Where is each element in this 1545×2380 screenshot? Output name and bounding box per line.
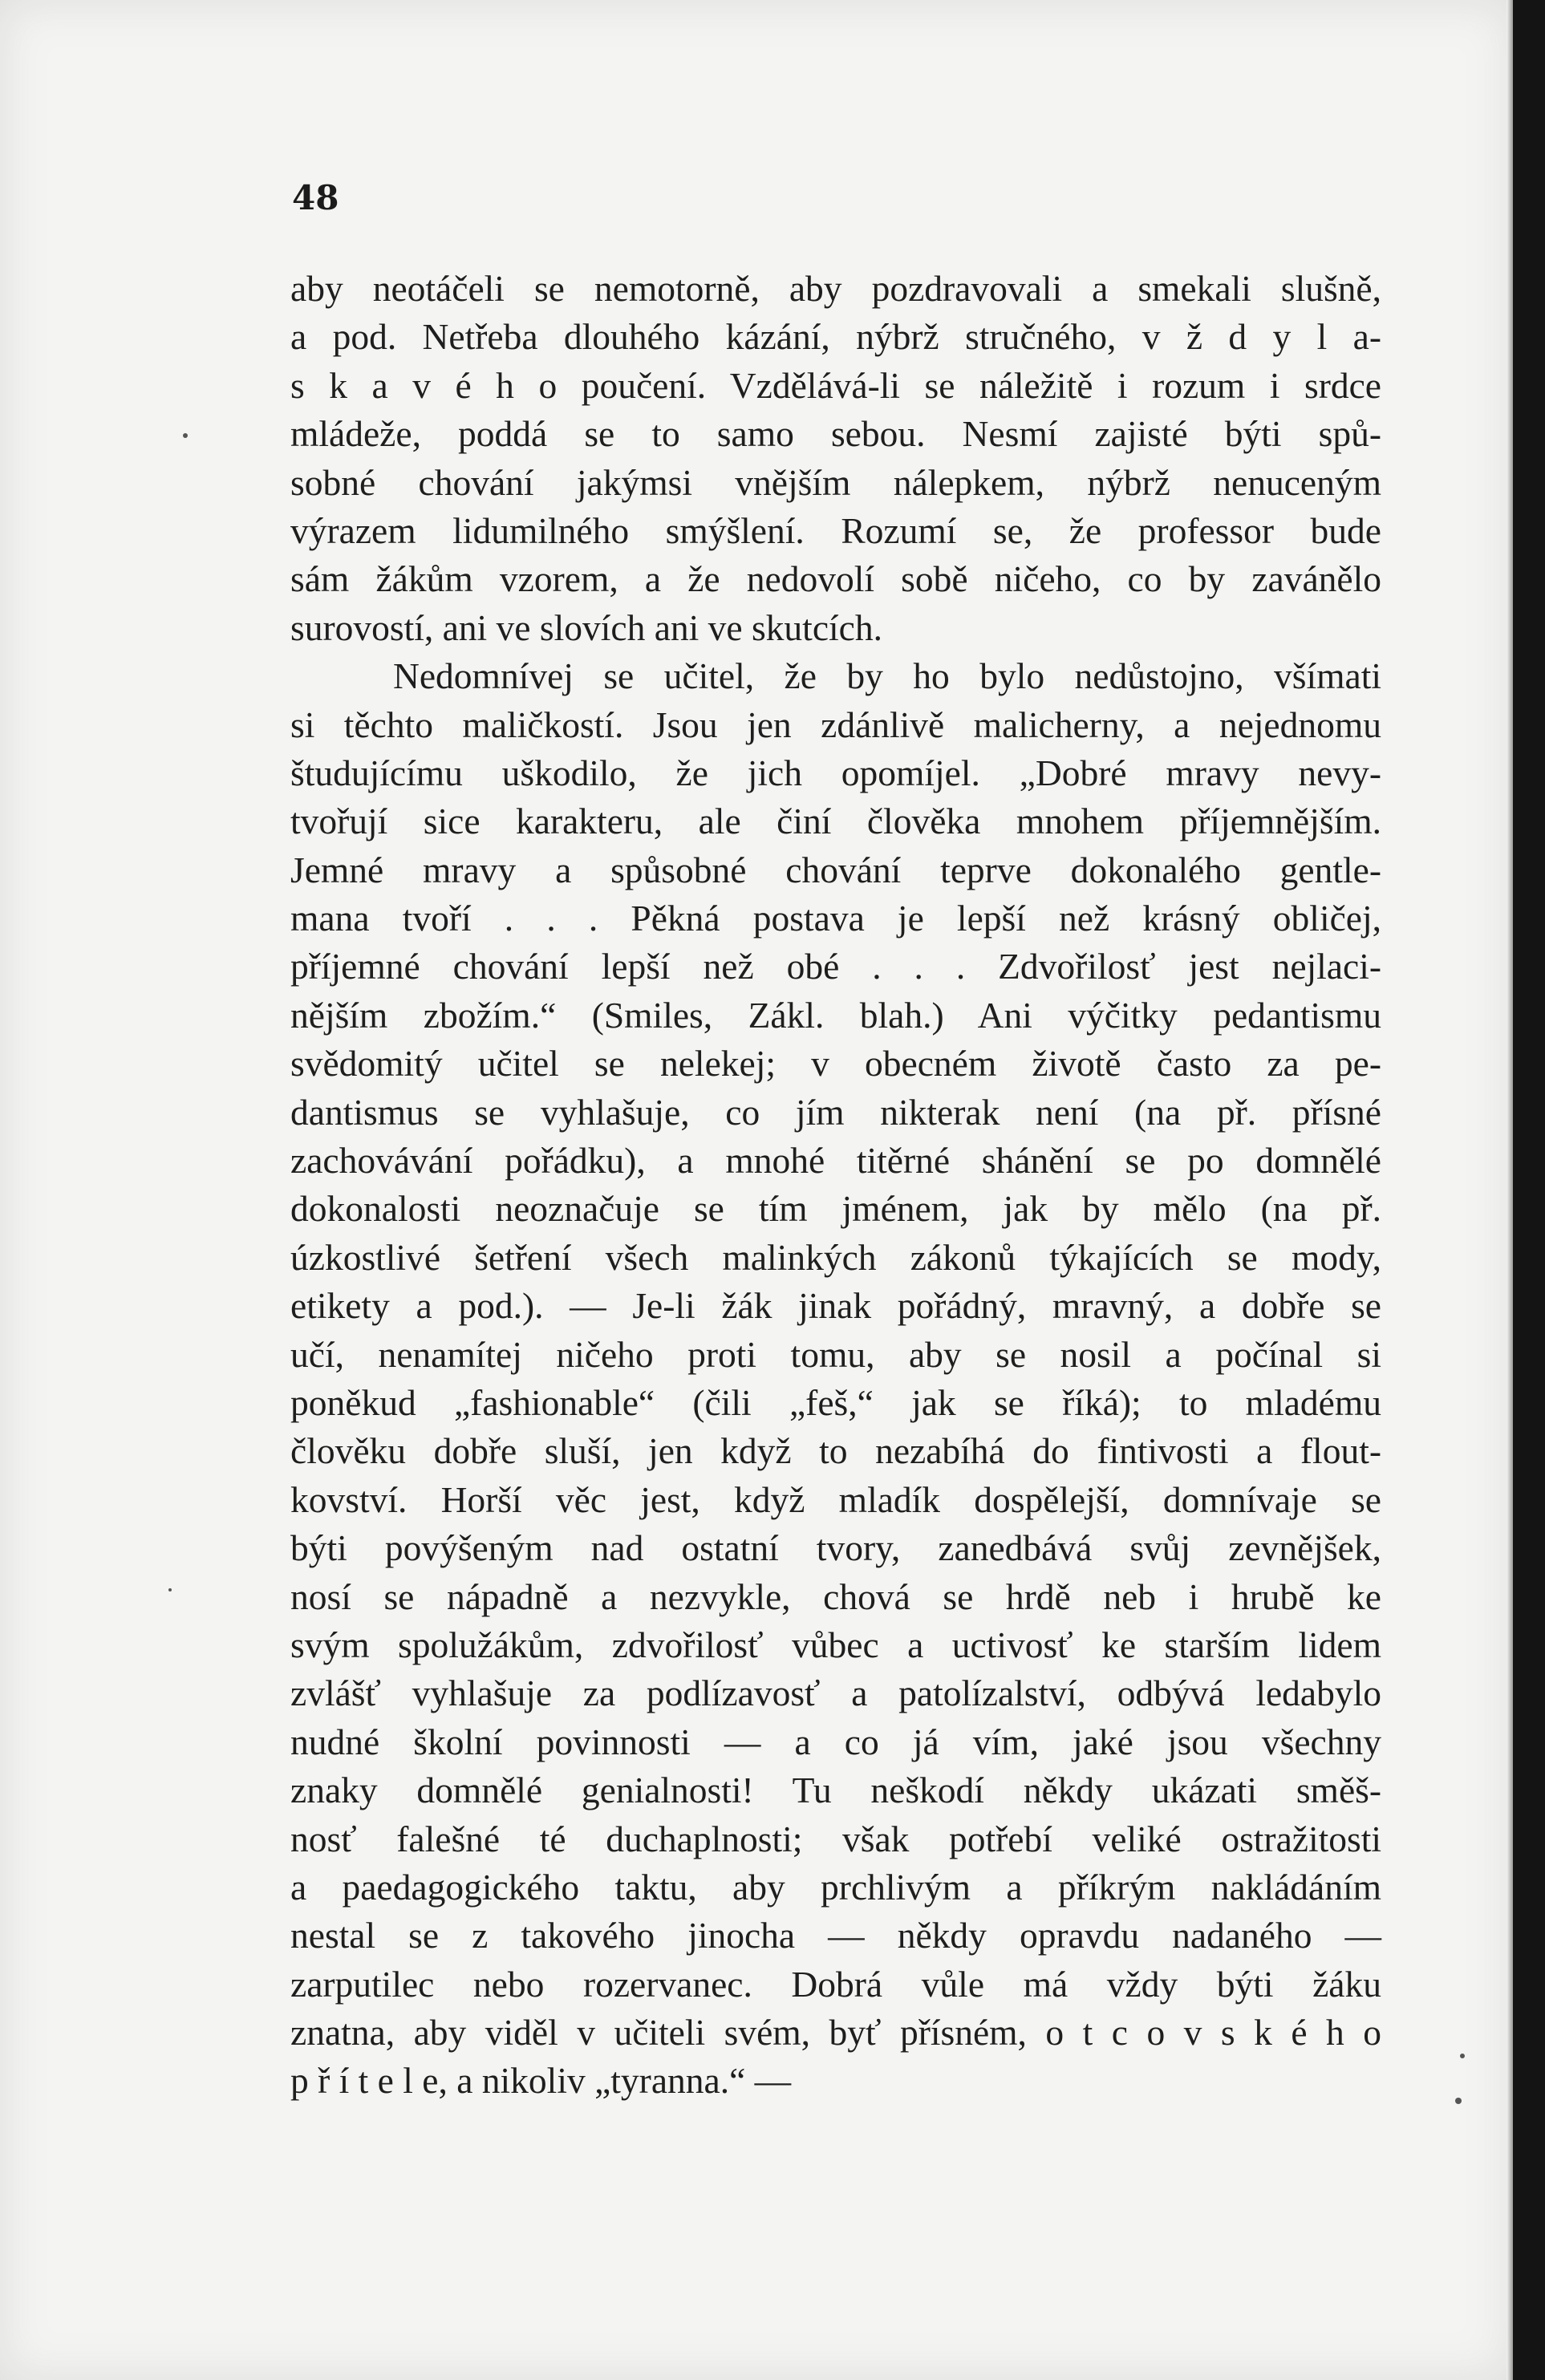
text-line: poněkud „fashionable“ (čili „feš,“ jak se říká); to mladému	[290, 1381, 1381, 1423]
body-text	[290, 265, 1381, 2106]
text-line: dantismus se vyhlašuje, co jím nikterak není (na př. přísné	[290, 1091, 1381, 1133]
text-line: dokonalosti neoznačuje se tím jménem, jak by mělo (na př.	[290, 1188, 1381, 1230]
text-line: mana tvoří . . . Pěkná postava je lepší než krásný obličej,	[290, 898, 1381, 939]
text-line: p ř í t e l e, a nikoliv „tyranna.“ —	[290, 2060, 792, 2102]
text-line: nosí se nápadně a nezvykle, chová se hrdě neb i hrubě ke	[290, 1575, 1381, 1617]
text-line: znatna, aby viděl v učiteli svém, byť přísném, o t c o v s k é h o	[290, 2012, 1381, 2054]
text-line: a pod. Netřeba dlouhého kázání, nýbrž stručného, v ž d y l a-	[290, 316, 1381, 358]
text-line: příjemné chování lepší než obé . . . Zdvořilosť jest nejlaci-	[290, 946, 1381, 987]
text-line: zachovávání pořádku), a mnohé titěrné shánění se po domnělé	[290, 1140, 1381, 1182]
print-speck	[183, 433, 188, 438]
text-line: sobné chování jakýmsi vnějším nálepkem, nýbrž nenuceným	[290, 461, 1381, 503]
text-line: aby neotáčeli se nemotorně, aby pozdravovali a smekali slušně,	[290, 268, 1381, 309]
text-line: s k a v é h o poučení. Vzdělává-li se náležitě i rozum i srdce	[290, 364, 1381, 406]
text-line: mládeže, poddá se to samo sebou. Nesmí zajisté býti spů-	[290, 413, 1381, 455]
text-line: znaky domnělé genialnosti! Tu neškodí někdy ukázati směš-	[290, 1770, 1381, 1811]
text-line: svědomitý učitel se nelekej; v obecném životě často za pe-	[290, 1043, 1381, 1085]
text-line: etikety a pod.). — Je-li žák jinak pořádný, mravný, a dobře se	[290, 1285, 1381, 1327]
text-line: zarputilec nebo rozervanec. Dobrá vůle má vždy býti žáku	[290, 1963, 1381, 2005]
text-line: tvořují sice karakteru, ale činí člověka mnohem příjemnějším.	[290, 801, 1381, 842]
text-line: nosť falešné té duchaplnosti; však potřebí veliké ostražitosti	[290, 1818, 1381, 1859]
text-line: a paedagogického taktu, aby prchlivým a příkrým nakládáním	[290, 1866, 1381, 1908]
paragraph-2	[290, 652, 1381, 2106]
book-spine	[1513, 0, 1545, 2380]
text-line: úzkostlivé šetření všech malinkých zákonů týkajících se mody,	[290, 1236, 1381, 1278]
print-speck	[1455, 2098, 1462, 2104]
text-line: Nedomnívej se učitel, že by ho bylo nedůstojno, všímati	[393, 655, 1381, 697]
page-number: 48	[292, 178, 339, 217]
text-line: výrazem lidumilného smýšlení. Rozumí se, že professor bude	[290, 509, 1381, 551]
text-line: nestal se z takového jinocha — někdy opravdu nadaného —	[290, 1915, 1381, 1956]
text-line: kovství. Horší věc jest, když mladík dospělejší, domnívaje se	[290, 1478, 1381, 1520]
print-speck	[1460, 2054, 1465, 2058]
text-line: zvlášť vyhlašuje za podlízavosť a patolízalství, odbývá ledabylo	[290, 1672, 1381, 1714]
text-line: Jemné mravy a spůsobné chování teprve dokonalého gentle-	[290, 849, 1381, 890]
text-line: býti povýšeným nad ostatní tvory, zanedbává svůj zevnějšek,	[290, 1527, 1381, 1569]
text-line: nějším zbožím.“ (Smiles, Zákl. blah.) Ani výčitky pedantismu	[290, 994, 1381, 1036]
text-line: nudné školní povinnosti — a co já vím, jaké jsou všechny	[290, 1721, 1381, 1762]
print-speck	[168, 1588, 172, 1591]
text-line: študujícímu uškodilo, že jich opomíjel. „Dobré mravy nevy-	[290, 752, 1381, 793]
text-line: surovostí, ani ve slovích ani ve skutcích.	[290, 606, 882, 648]
text-line: člověku dobře sluší, jen když to nezabíhá do fintivosti a flout-	[290, 1430, 1381, 1472]
text-line: si těchto maličkostí. Jsou jen zdánlivě malicherny, a nejednomu	[290, 703, 1381, 745]
text-line: sám žákům vzorem, a že nedovolí sobě ničeho, co by zavánělo	[290, 558, 1381, 600]
page-edge-shadow	[1506, 0, 1513, 2380]
text-line: svým spolužákům, zdvořilosť vůbec a uctivosť ke starším lidem	[290, 1624, 1381, 1665]
paragraph-1	[290, 265, 1381, 652]
text-line: učí, nenamítej ničeho proti tomu, aby se nosil a počínal si	[290, 1333, 1381, 1375]
